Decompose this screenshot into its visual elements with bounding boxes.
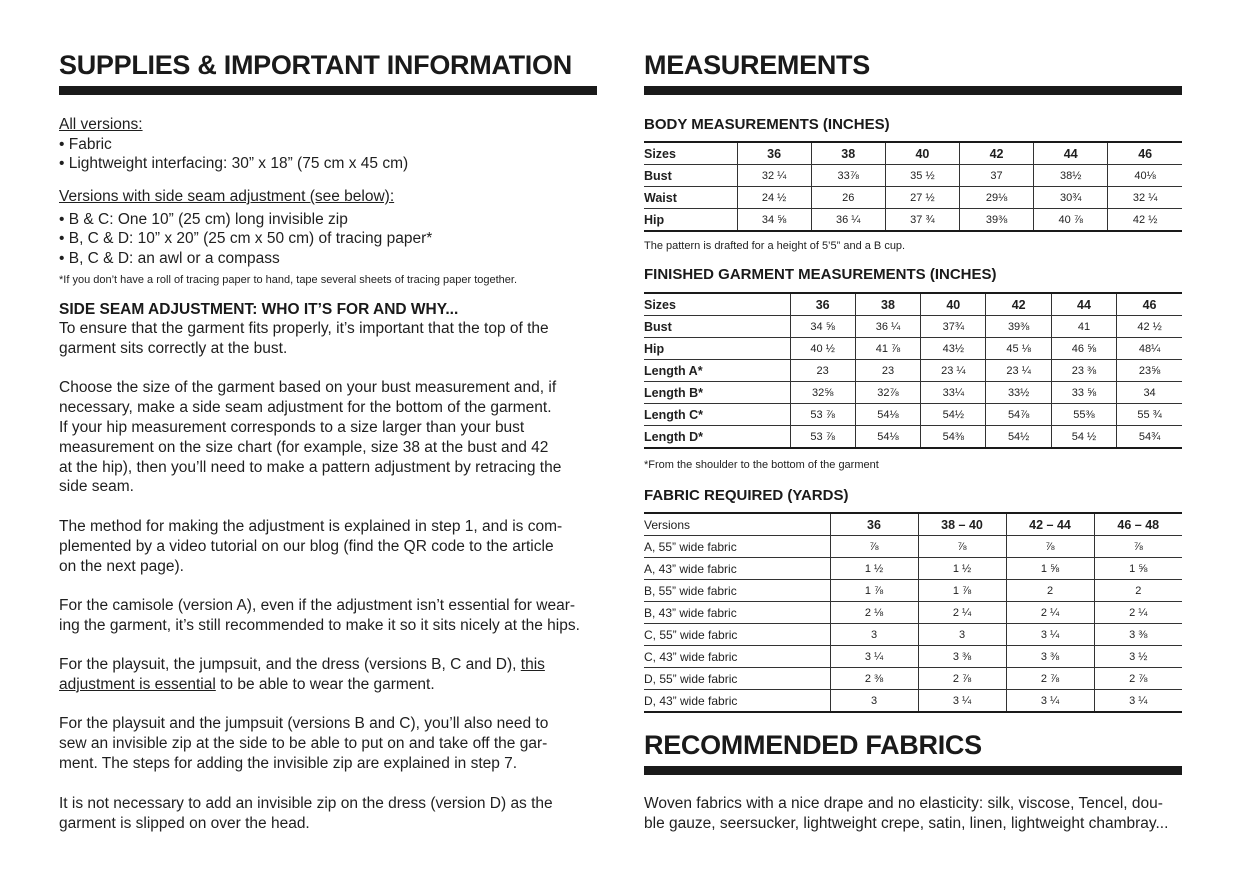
column-header: 44 — [1034, 142, 1108, 165]
paragraph-line: For the playsuit and the jumpsuit (versions B and C), you’ll also need to — [59, 715, 549, 732]
table-cell: 1 ⅝ — [1094, 558, 1182, 580]
table-cell: 2 ⅜ — [830, 668, 918, 690]
body-measurements-heading: BODY MEASUREMENTS (INCHES) — [644, 116, 890, 133]
table-cell: 23 ¼ — [986, 360, 1051, 382]
column-header: 38 – 40 — [918, 513, 1006, 536]
table-cell: 2 — [1006, 580, 1094, 602]
row-label: D, 43” wide fabric — [644, 690, 830, 713]
row-label: B, 55” wide fabric — [644, 580, 830, 602]
title-rule — [644, 766, 1182, 775]
row-label: Hip — [644, 209, 737, 232]
title-rule — [644, 86, 1182, 95]
table-cell: 45 ⅛ — [986, 338, 1051, 360]
table-cell: 23⅝ — [1117, 360, 1182, 382]
paragraph-line: Choose the size of the garment based on your bust measurement and, if — [59, 379, 557, 396]
column-header: 42 — [986, 293, 1051, 316]
table-cell: 3 — [918, 624, 1006, 646]
table-cell: 54¾ — [1117, 426, 1182, 449]
table-row — [644, 624, 1182, 646]
table-cell: 48¼ — [1117, 338, 1182, 360]
table-cell: 23 — [855, 360, 920, 382]
table-cell: 40 ½ — [790, 338, 855, 360]
column-header: 40 — [921, 293, 986, 316]
row-label: Length B* — [644, 382, 790, 404]
table-header-row — [644, 513, 1182, 536]
all-versions-heading: All versions: — [59, 116, 143, 133]
row-label: C, 55” wide fabric — [644, 624, 830, 646]
table-cell: 2 — [1094, 580, 1182, 602]
table-cell: 23 — [790, 360, 855, 382]
table-cell: 1 ⅝ — [1006, 558, 1094, 580]
column-header: 42 – 44 — [1006, 513, 1094, 536]
body-measurements-table — [644, 141, 1182, 232]
table-cell: 2 ⅛ — [830, 602, 918, 624]
title-rule — [59, 86, 597, 95]
list-item: • B, C & D: an awl or a compass — [59, 250, 280, 267]
table-cell: 55 ¾ — [1117, 404, 1182, 426]
table-cell: 3 — [830, 690, 918, 713]
table-cell: 2 ¼ — [1006, 602, 1094, 624]
table-cell: 53 ⅞ — [790, 404, 855, 426]
column-header: 36 — [790, 293, 855, 316]
paragraph-line: The method for making the adjustment is explained in step 1, and is com- — [59, 518, 563, 535]
table-cell: 32 ¼ — [737, 165, 811, 187]
text-span: to be able to wear the garment. — [215, 676, 435, 693]
paragraph-line: For the camisole (version A), even if the adjustment isn’t essential for wear- — [59, 597, 576, 614]
table-cell: 39⅜ — [959, 209, 1033, 232]
row-label: Length D* — [644, 426, 790, 449]
paragraph-line: ble gauze, seersucker, lightweight crepe, satin, linen, lightweight chambray... — [644, 815, 1169, 832]
column-header: Versions — [644, 513, 830, 536]
table-cell: 37 ¾ — [885, 209, 959, 232]
table-cell: 2 ¼ — [918, 602, 1006, 624]
table-cell: 37 — [959, 165, 1033, 187]
table-cell: 33 ⅝ — [1051, 382, 1116, 404]
paragraph-line: ment. The steps for adding the invisible zip are explained in step 7. — [59, 755, 518, 772]
table-cell: 33¼ — [921, 382, 986, 404]
emphasis-text: this — [520, 656, 545, 673]
table-cell: 32 ¼ — [1108, 187, 1182, 209]
table-cell: 41 — [1051, 316, 1116, 338]
table-cell: 35 ½ — [885, 165, 959, 187]
table-cell: 54½ — [986, 426, 1051, 449]
table-cell: 38½ — [1034, 165, 1108, 187]
row-label: Bust — [644, 316, 790, 338]
table-cell: 54⅛ — [855, 404, 920, 426]
table-row — [644, 382, 1182, 404]
table-cell: 34 — [1117, 382, 1182, 404]
table-row — [644, 426, 1182, 449]
table-cell: 53 ⅞ — [790, 426, 855, 449]
table-cell: 46 ⅝ — [1051, 338, 1116, 360]
table-cell: 3 ½ — [1094, 646, 1182, 668]
table-cell: 24 ½ — [737, 187, 811, 209]
column-header: 36 — [737, 142, 811, 165]
table-cell: 1 ⅞ — [830, 580, 918, 602]
table-cell: 43½ — [921, 338, 986, 360]
table-cell: 30¾ — [1034, 187, 1108, 209]
table-row — [644, 580, 1182, 602]
table-cell: 54 ½ — [1051, 426, 1116, 449]
row-label: A, 43” wide fabric — [644, 558, 830, 580]
table-cell: 3 ¼ — [918, 690, 1006, 713]
row-label: Length C* — [644, 404, 790, 426]
table-cell: 32⅝ — [790, 382, 855, 404]
column-header: 38 — [855, 293, 920, 316]
paragraph-line: Woven fabrics with a nice drape and no elasticity: silk, viscose, Tencel, dou- — [644, 795, 1163, 812]
paragraph-line: To ensure that the garment fits properly, it’s important that the top of the — [59, 320, 549, 337]
table-cell: ⅞ — [830, 536, 918, 558]
table-cell: 34 ⅝ — [737, 209, 811, 232]
supplies-title: SUPPLIES & IMPORTANT INFORMATION — [59, 50, 572, 80]
list-item: • B, C & D: 10” x 20” (25 cm x 50 cm) of tracing paper* — [59, 230, 433, 247]
table-cell: 39⅜ — [986, 316, 1051, 338]
list-item: • B & C: One 10” (25 cm) long invisible zip — [59, 211, 348, 228]
fabric-required-table — [644, 512, 1182, 713]
table-cell: 55⅜ — [1051, 404, 1116, 426]
row-label: A, 55” wide fabric — [644, 536, 830, 558]
table-cell: 40⅛ — [1108, 165, 1182, 187]
row-label: Length A* — [644, 360, 790, 382]
table-cell: 42 ½ — [1108, 209, 1182, 232]
table-cell: ⅞ — [918, 536, 1006, 558]
column-header: 46 — [1108, 142, 1182, 165]
paragraph-line — [59, 675, 435, 695]
table-cell: 40 ⅞ — [1034, 209, 1108, 232]
section-heading: SIDE SEAM ADJUSTMENT: WHO IT’S FOR AND WHY... — [59, 301, 459, 318]
table-cell: 26 — [811, 187, 885, 209]
finished-note: *From the shoulder to the bottom of the garment — [644, 459, 879, 471]
row-label: C, 43” wide fabric — [644, 646, 830, 668]
table-row — [644, 668, 1182, 690]
column-header: 36 — [830, 513, 918, 536]
table-cell: ⅞ — [1094, 536, 1182, 558]
fabric-required-heading: FABRIC REQUIRED (YARDS) — [644, 487, 849, 504]
column-header: 44 — [1051, 293, 1116, 316]
column-header: 46 — [1117, 293, 1182, 316]
paragraph-line: If your hip measurement corresponds to a size larger than your bust — [59, 419, 525, 436]
paragraph-line: garment sits correctly at the bust. — [59, 340, 288, 357]
table-cell: 3 ⅜ — [1006, 646, 1094, 668]
column-header: 40 — [885, 142, 959, 165]
row-label: Bust — [644, 165, 737, 187]
text-span: For the playsuit, the jumpsuit, and the dress (versions B, C and D), — [59, 656, 521, 673]
paragraph-line: garment is slipped on over the head. — [59, 815, 310, 832]
finished-garment-table — [644, 292, 1182, 449]
emphasis-text: adjustment is essential — [59, 676, 216, 693]
table-row — [644, 602, 1182, 624]
table-row — [644, 690, 1182, 713]
table-cell: 23 ¼ — [921, 360, 986, 382]
table-cell: 3 ¼ — [1094, 690, 1182, 713]
column-header: 42 — [959, 142, 1033, 165]
table-cell: 3 ⅜ — [918, 646, 1006, 668]
finished-garment-heading: FINISHED GARMENT MEASUREMENTS (INCHES) — [644, 266, 997, 283]
table-cell: 33⅞ — [811, 165, 885, 187]
table-cell: 32⅞ — [855, 382, 920, 404]
table-cell: 54⅜ — [921, 426, 986, 449]
recommended-fabrics-title: RECOMMENDED FABRICS — [644, 730, 982, 760]
table-cell: 3 ¼ — [1006, 624, 1094, 646]
table-cell: 3 ¼ — [1006, 690, 1094, 713]
table-cell: 3 ¼ — [830, 646, 918, 668]
table-cell: 1 ½ — [918, 558, 1006, 580]
row-label: D, 55” wide fabric — [644, 668, 830, 690]
table-row — [644, 404, 1182, 426]
column-header: Sizes — [644, 293, 790, 316]
row-label: Waist — [644, 187, 737, 209]
table-header-row — [644, 142, 1182, 165]
table-row — [644, 316, 1182, 338]
paragraph-line: at the hip), then you’ll need to make a pattern adjustment by retracing the — [59, 459, 562, 476]
table-cell: 2 ⅞ — [918, 668, 1006, 690]
table-cell: 2 ⅞ — [1006, 668, 1094, 690]
table-cell: 3 — [830, 624, 918, 646]
paragraph-line: sew an invisible zip at the side to be able to put on and take off the gar- — [59, 735, 548, 752]
table-cell: 37¾ — [921, 316, 986, 338]
side-seam-heading: Versions with side seam adjustment (see below): — [59, 188, 395, 205]
table-header-row — [644, 293, 1182, 316]
list-item: • Fabric — [59, 136, 112, 153]
table-cell: 54½ — [921, 404, 986, 426]
row-label: Hip — [644, 338, 790, 360]
paragraph-line: It is not necessary to add an invisible zip on the dress (version D) as the — [59, 795, 553, 812]
measurements-title: MEASUREMENTS — [644, 50, 870, 80]
table-cell: 27 ½ — [885, 187, 959, 209]
footnote: *If you don’t have a roll of tracing paper to hand, tape several sheets of tracing paper together. — [59, 274, 518, 286]
table-cell: 2 ¼ — [1094, 602, 1182, 624]
table-cell: 34 ⅝ — [790, 316, 855, 338]
paragraph-line: necessary, make a side seam adjustment for the bottom of the garment. — [59, 399, 552, 416]
column-header: Sizes — [644, 142, 737, 165]
table-row — [644, 187, 1182, 209]
table-row — [644, 536, 1182, 558]
row-label: B, 43” wide fabric — [644, 602, 830, 624]
table-cell: 36 ¼ — [811, 209, 885, 232]
table-cell: 54⅛ — [855, 426, 920, 449]
table-cell: 36 ¼ — [855, 316, 920, 338]
table-cell: 3 ⅜ — [1094, 624, 1182, 646]
table-cell: 29⅛ — [959, 187, 1033, 209]
table-cell: 1 ⅞ — [918, 580, 1006, 602]
paragraph-line: measurement on the size chart (for example, size 38 at the bust and 42 — [59, 439, 549, 456]
paragraph-line — [59, 655, 545, 675]
table-row — [644, 338, 1182, 360]
paragraph-line: side seam. — [59, 478, 134, 495]
table-row — [644, 558, 1182, 580]
table-row — [644, 646, 1182, 668]
table-row — [644, 360, 1182, 382]
table-cell: 54⅞ — [986, 404, 1051, 426]
body-note: The pattern is drafted for a height of 5’5” and a B cup. — [644, 240, 906, 252]
table-row — [644, 209, 1182, 232]
table-row — [644, 165, 1182, 187]
table-cell: 42 ½ — [1117, 316, 1182, 338]
list-item: • Lightweight interfacing: 30” x 18” (75 cm x 45 cm) — [59, 155, 409, 172]
table-cell: 33½ — [986, 382, 1051, 404]
column-header: 46 – 48 — [1094, 513, 1182, 536]
table-cell: ⅞ — [1006, 536, 1094, 558]
column-header: 38 — [811, 142, 885, 165]
paragraph-line: plemented by a video tutorial on our blog (find the QR code to the article — [59, 538, 554, 555]
table-cell: 41 ⅞ — [855, 338, 920, 360]
table-cell: 1 ½ — [830, 558, 918, 580]
paragraph-line: on the next page). — [59, 558, 184, 575]
table-cell: 2 ⅞ — [1094, 668, 1182, 690]
table-cell: 23 ⅜ — [1051, 360, 1116, 382]
paragraph-line: ing the garment, it’s still recommended to make it so it sits nicely at the hips. — [59, 617, 580, 634]
